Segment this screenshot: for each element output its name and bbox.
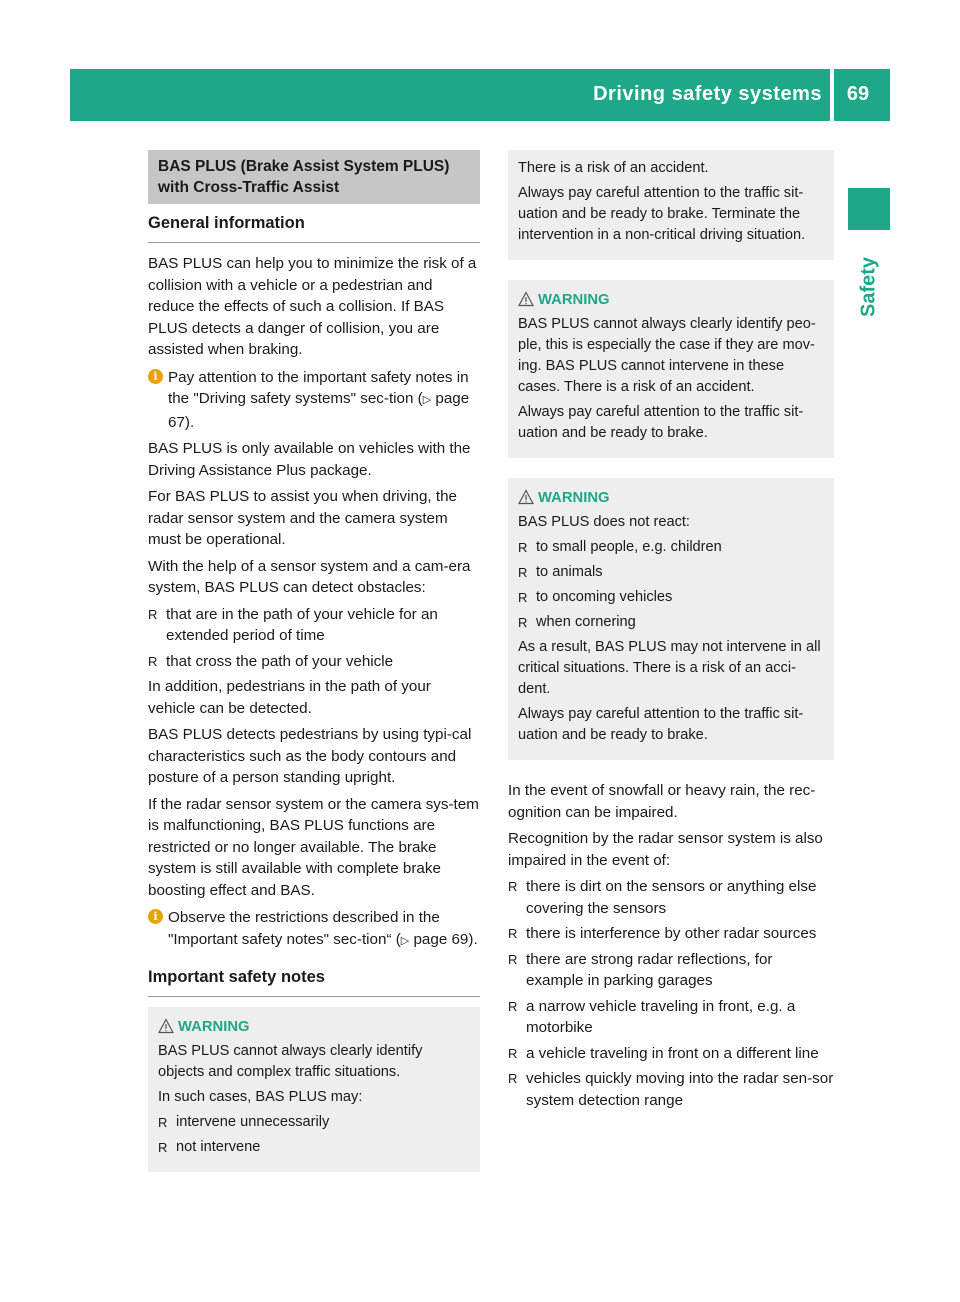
list-item: R there are strong radar reflections, for example in parking garages [508,949,834,992]
list-item: R when cornering [518,612,824,633]
warning-heading [158,1019,470,1035]
paragraph: For BAS PLUS to assist you when driving, the radar sensor system and the camera system must be operational. [148,488,457,548]
info-note-text: Observe the restrictions described in the "Important safety notes" sec-tion“ ( [168,909,440,948]
warning-text: Always pay careful attention to the traffic sit-uation and be ready to brake. [518,404,804,441]
paragraph: If the radar sensor system or the camera sys-tem is malfunctioning, BAS PLUS functions are restricted or no longer available. The brake system is still available with complete brake boosting effect and BAS. [148,795,479,899]
warning-text: BAS PLUS cannot always clearly identify objects and complex traffic situations. [158,1043,423,1080]
warning-text: Always pay careful attention to the traffic sit-uation and be ready to brake. Terminate the intervention in a non-critical driving situation. [518,185,806,243]
warning-text: In such cases, BAS PLUS may: [158,1089,363,1105]
list-item: R there is dirt on the sensors or anything else covering the sensors [508,876,834,919]
warning-triangle-icon [158,1018,174,1034]
warning-text: There is a risk of an accident. [518,160,709,176]
list-item: R a narrow vehicle traveling in front, e.g. a motorbike [508,996,834,1039]
paragraph: In addition, pedestrians in the path of your vehicle can be detected. [148,678,431,717]
paragraph: BAS PLUS detects pedestrians by using typi-cal characteristics such as the body contours and posture of a person standing upright. [148,726,472,786]
paragraph: In the event of snowfall or heavy rain, the rec-ognition can be impaired. [508,782,816,821]
list-item: R not intervene [158,1137,470,1158]
warning-triangle-icon [518,291,534,307]
page-reference-link[interactable]: page 69). [413,930,478,948]
list-item: R vehicles quickly moving into the radar sen-sor system detection range [508,1068,834,1111]
left-column [148,150,480,1192]
warning-label: WARNING [538,490,610,506]
list-item: R to animals [518,562,824,583]
right-column [508,150,834,1115]
paragraph: BAS PLUS is only available on vehicles with the Driving Assistance Plus package. [148,440,471,479]
side-tab-label-wrap [846,232,892,342]
warning-text: BAS PLUS cannot always clearly identify peo-ple, this is especially the case if they are mov-ing. BAS PLUS cannot intervene in these cases. There is a risk of an accident. [518,316,816,395]
paragraph: With the help of a sensor system and a cam-era system, BAS PLUS can detect obstacles: [148,557,471,596]
info-icon: i [148,909,163,924]
warning-label: WARNING [538,292,610,308]
info-note [148,367,480,434]
warning-heading [518,292,824,308]
side-tab-label: Safety [857,256,880,318]
side-tab-marker [848,188,890,230]
section-title: BAS PLUS (Brake Assist System PLUS) with Cross-Traffic Assist [148,150,480,204]
warning-text: Always pay careful attention to the traffic sit-uation and be ready to brake. [518,706,804,743]
warning-heading [518,490,824,506]
page-reference-link[interactable]: page 67). [168,390,470,431]
page-number: 69 [846,83,870,105]
warning-text: BAS PLUS does not react: [518,514,690,530]
arrow-right-icon: ▷ [400,934,410,947]
list-item: R to small people, e.g. children [518,537,824,558]
general-information-heading: General information [148,214,480,243]
warning-triangle-icon [518,489,534,505]
list-item: R to oncoming vehicles [518,587,824,608]
important-safety-notes-heading: Important safety notes [148,968,480,997]
list-item: R there is interference by other radar sources [508,923,834,945]
info-icon: i [148,369,163,384]
warning-text: As a result, BAS PLUS may not intervene in all critical situations. There is a risk of an acci-dent. [518,639,821,697]
paragraph: BAS PLUS can help you to minimize the risk of a collision with a vehicle or a pedestrian and reduce the effects of such a collision. If BAS PLUS detects a danger of collision, you are assisted when braking. [148,255,477,358]
info-note [148,907,480,952]
list-item: R intervene unnecessarily [158,1112,470,1133]
list-item: R a vehicle traveling in front on a different line [508,1043,834,1065]
page-header-title: Driving safety systems [593,83,822,105]
warning-box [508,280,834,458]
list-item: R that cross the path of your vehicle [148,651,480,673]
warning-label: WARNING [178,1019,250,1035]
info-note-text: Pay attention to the important safety notes in the "Driving safety systems" sec-tion ( [168,368,469,407]
warning-box [508,478,834,760]
arrow-right-icon: ▷ [422,394,432,406]
list-item: R that are in the path of your vehicle for an extended period of time [148,604,480,647]
warning-box-continued [508,150,834,260]
paragraph: Recognition by the radar sensor system is also impaired in the event of: [508,830,823,869]
warning-box [148,1007,480,1172]
